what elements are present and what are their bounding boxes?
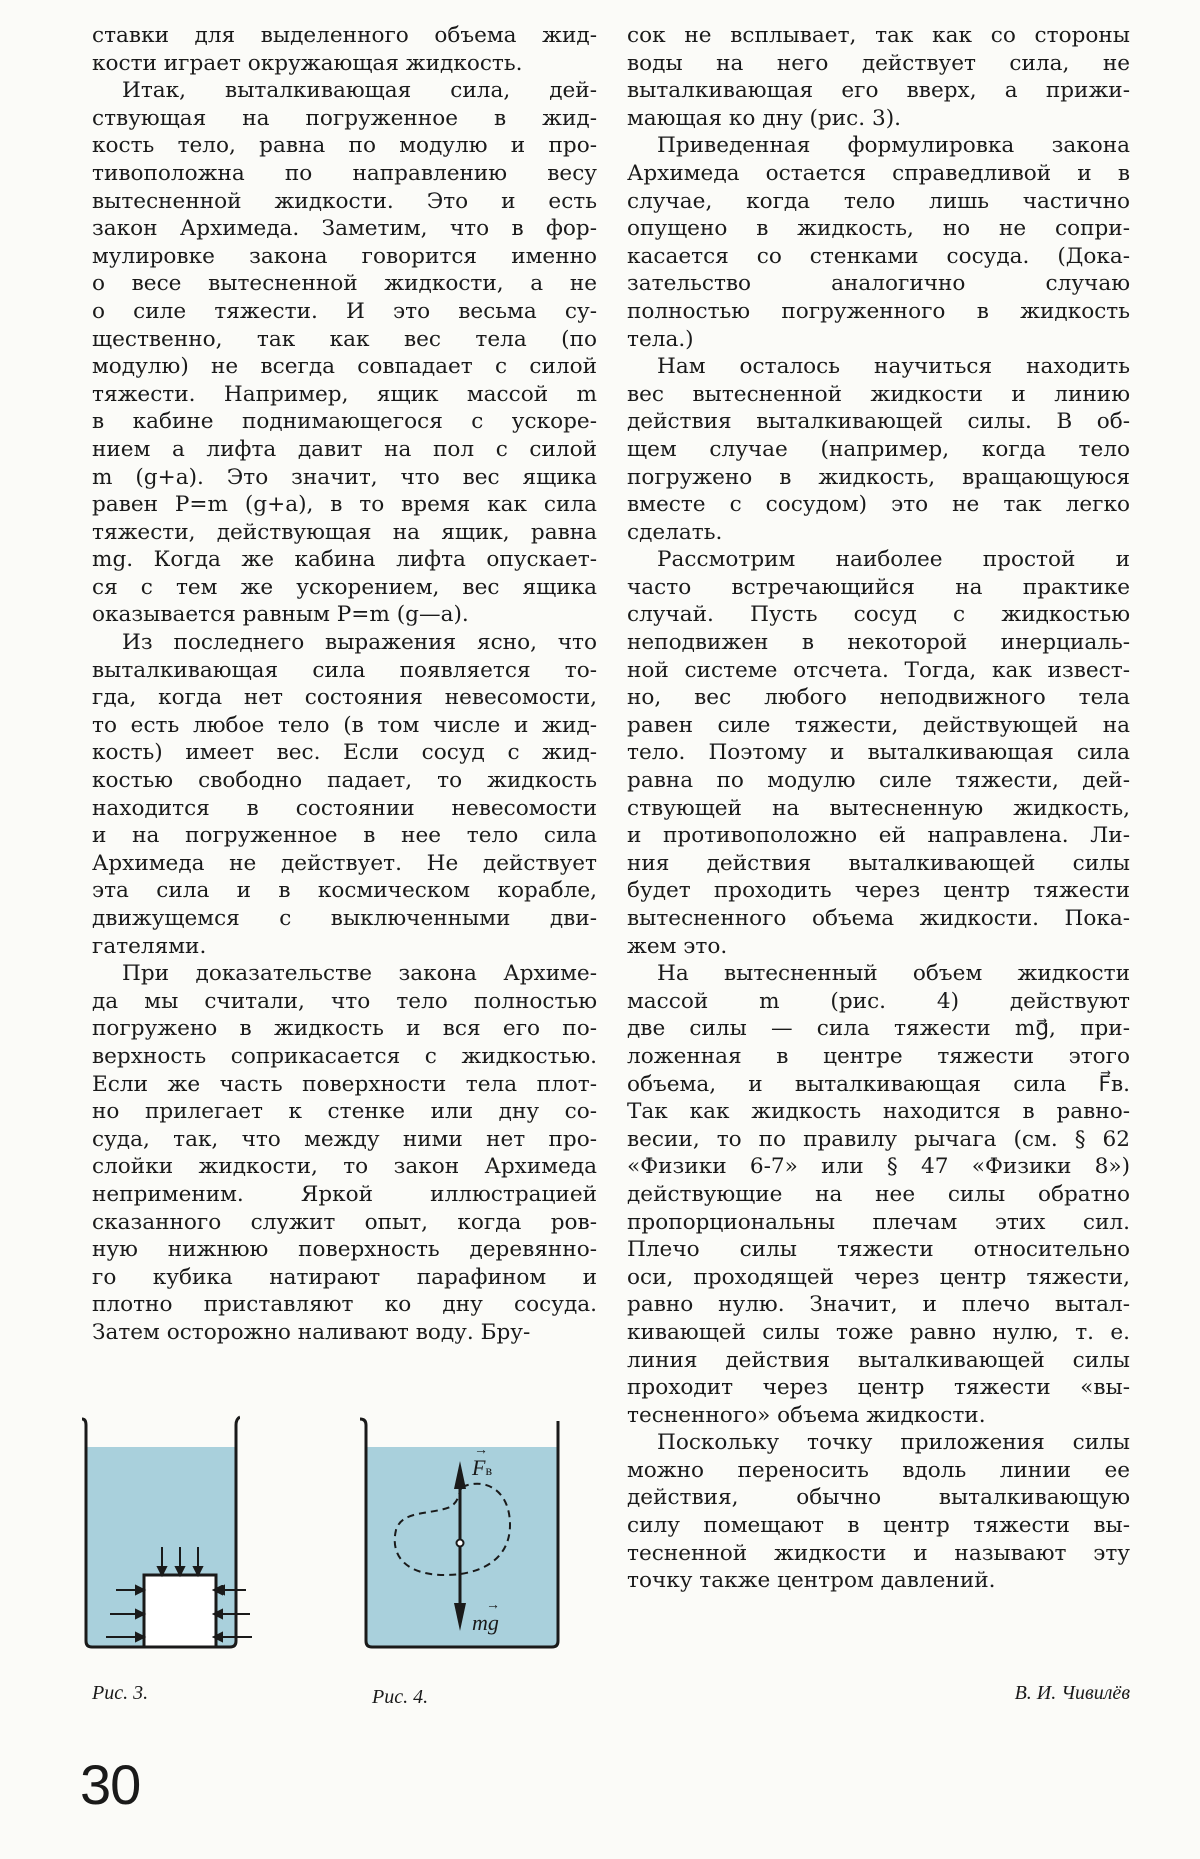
text-line: вместе с сосудом) это не так легко bbox=[627, 492, 1130, 518]
text-line: случай. Пусть сосуд с жидкостью bbox=[627, 602, 1130, 628]
text-line: плотно приставляют ко дну сосуда. bbox=[92, 1292, 597, 1318]
text-line: гда, когда нет состояния невесомости, bbox=[92, 685, 597, 711]
paragraph bbox=[627, 1429, 1130, 1595]
text-line: равен силе тяжести, действующей на bbox=[627, 712, 1130, 738]
text-line: две силы — сила тяжести mg⃗, при- bbox=[627, 1016, 1130, 1042]
text-line: действия выталкивающей силы. В об- bbox=[627, 409, 1130, 435]
text-line: равно нулю. Значит, и плечо вытал- bbox=[627, 1292, 1130, 1318]
text-line: о весе вытесненной жидкости, а не bbox=[92, 271, 597, 297]
text-line: движущемся с выключенными дви- bbox=[92, 906, 597, 931]
text-line: Затем осторожно наливают воду. Бру- bbox=[92, 1319, 531, 1345]
text-line: эта сила и в космическом корабле, bbox=[92, 878, 597, 904]
text-line: точку также центром давлений. bbox=[627, 1568, 996, 1594]
text-line: Рассмотрим наиболее простой и bbox=[657, 547, 1130, 573]
paragraph bbox=[627, 132, 1130, 353]
right-column bbox=[627, 22, 1130, 1595]
author-signature: В. И. Чивилёв bbox=[1014, 1682, 1130, 1704]
text-line: действия, обычно выталкивающую bbox=[627, 1485, 1130, 1511]
text-line: то есть любое тело (в том числе и жид- bbox=[92, 712, 597, 738]
text-line: погружено в жидкость и вся его по- bbox=[92, 1016, 597, 1042]
text-line: пропорциональны плечам этих сил. bbox=[627, 1209, 1130, 1235]
text-line: нием a лифта давит на пол с силой bbox=[92, 436, 597, 462]
text-line: закон Архимеда. Заметим, что в фор- bbox=[92, 216, 597, 242]
text-line: случае, когда тело лишь частично bbox=[627, 188, 1130, 214]
text-line: но прилегает к стенке или дну со- bbox=[92, 1099, 597, 1125]
text-line: суда, так, что между ними нет про- bbox=[92, 1126, 597, 1152]
text-line: Из последнего выражения ясно, что bbox=[122, 630, 597, 656]
text-line: модулю) не всегда совпадает с силой bbox=[92, 354, 597, 380]
text-line: ставки для выделенного объема жид- bbox=[92, 23, 597, 48]
text-line: жем это. bbox=[627, 933, 728, 959]
text-line: тела.) bbox=[627, 326, 694, 352]
text-line: проходит через центр тяжести «вы- bbox=[627, 1375, 1130, 1401]
text-line: равен P=m (g+a), в то время как сила bbox=[92, 492, 597, 518]
text-line: сок не всплывает, так как со стороны bbox=[627, 23, 1130, 48]
text-line: оси, проходящей через центр тяжести, bbox=[627, 1264, 1130, 1290]
text-line: ния действия выталкивающей силы bbox=[627, 850, 1130, 876]
text-line: ся с тем же ускорением, вес ящика bbox=[92, 574, 597, 600]
text-line: Архимеда остается справедливой и в bbox=[627, 160, 1130, 186]
text-line: касается со стенками сосуда. (Дока- bbox=[627, 243, 1130, 269]
text-line: тесненной жидкости и называют эту bbox=[627, 1540, 1130, 1566]
text-line: будет проходить через центр тяжести bbox=[627, 878, 1130, 904]
text-line: да мы считали, что тело полностью bbox=[92, 988, 597, 1014]
text-line: го кубика натирают парафином и bbox=[92, 1264, 597, 1290]
text-line: На вытесненный объем жидкости bbox=[657, 961, 1130, 987]
paragraph bbox=[627, 546, 1130, 960]
text-line: массой m (рис. 4) действуют bbox=[627, 988, 1130, 1014]
text-line: кости играет окружающая жидкость. bbox=[92, 50, 523, 76]
text-line: mg. Когда же кабина лифта опускает- bbox=[92, 547, 597, 573]
text-line: и на погруженное в нее тело сила bbox=[92, 823, 597, 849]
text-line: щественно, так как вес тела (по bbox=[92, 326, 597, 352]
text-line: ной системе отсчета. Тогда, как извест- bbox=[627, 657, 1130, 683]
text-line: m (g+a). Это значит, что вес ящика bbox=[92, 464, 597, 490]
text-line: ствующая на погруженное в жид- bbox=[92, 105, 597, 131]
text-line: полностью погруженного в жидкость bbox=[627, 298, 1130, 324]
text-line: мулировке закона говорится именно bbox=[92, 243, 597, 269]
text-line: Плечо силы тяжести относительно bbox=[627, 1237, 1130, 1263]
text-line: часто встречающийся на практике bbox=[627, 574, 1130, 600]
text-line: Итак, выталкивающая сила, дей- bbox=[122, 78, 597, 104]
text-line: выталкивающая его вверх, а прижи- bbox=[627, 78, 1130, 104]
text-line: тяжести, действующая на ящик, равна bbox=[92, 519, 597, 545]
text-line: сказанного служит опыт, когда ров- bbox=[92, 1209, 597, 1235]
text-line: зательство аналогично случаю bbox=[627, 271, 1130, 297]
text-line: вытесненного объема жидкости. Пока- bbox=[627, 906, 1130, 931]
text-line: неприменим. Яркой иллюстрацией bbox=[92, 1181, 597, 1207]
left-column bbox=[92, 22, 597, 1347]
text-line: равна по модулю силе тяжести, дей- bbox=[627, 768, 1130, 794]
text-line: оказывается равным P=m (g—a). bbox=[92, 602, 469, 628]
text-line: щем случае (например, когда тело bbox=[627, 436, 1130, 462]
text-line: неподвижен в некоторой инерциаль- bbox=[627, 630, 1130, 656]
paragraph bbox=[92, 22, 597, 77]
text-line: и противоположно ей направлена. Ли- bbox=[627, 823, 1130, 849]
page-number: 30 bbox=[80, 1753, 141, 1816]
figure-4-caption: Рис. 4. bbox=[372, 1686, 429, 1708]
text-line: действующие на нее силы обратно bbox=[627, 1181, 1130, 1207]
text-line: Архимеда не действует. Не действует bbox=[92, 850, 597, 876]
text-line: воды на него действует сила, не bbox=[627, 50, 1130, 76]
text-line: Нам осталось научиться находить bbox=[657, 354, 1130, 380]
text-line: объема, и выталкивающая сила F⃗в. bbox=[627, 1071, 1130, 1097]
paragraph bbox=[627, 353, 1130, 546]
text-line: костью свободно падает, то жидкость bbox=[92, 768, 597, 794]
paragraph bbox=[92, 960, 597, 1346]
fb-label: → Fв bbox=[472, 1443, 493, 1480]
text-line: силу помещают в центр тяжести вы- bbox=[627, 1513, 1130, 1539]
text-line: вес вытесненной жидкости и линию bbox=[627, 381, 1130, 407]
text-line: кость тело, равна по модулю и про- bbox=[92, 133, 597, 159]
text-line: можно переносить вдоль линии ее bbox=[627, 1457, 1130, 1483]
text-line: тело. Поэтому и выталкивающая сила bbox=[627, 740, 1130, 766]
text-line: но, вес любого неподвижного тела bbox=[627, 685, 1130, 711]
text-line: погружено в жидкость, вращающуюся bbox=[627, 464, 1130, 490]
text-line: гателями. bbox=[92, 933, 207, 959]
text-line: о силе тяжести. И это весьма су- bbox=[92, 298, 597, 324]
figure-4-vessel-displaced-volume bbox=[360, 1415, 560, 1655]
text-line: опущено в жидкость, но не сопри- bbox=[627, 216, 1130, 242]
text-line: тивоположна по направлению весу bbox=[92, 160, 597, 186]
text-line: в кабине поднимающегося с ускоре- bbox=[92, 409, 597, 435]
text-line: верхность соприкасается с жидкостью. bbox=[92, 1043, 597, 1069]
paragraph bbox=[92, 629, 597, 960]
text-line: При доказательстве закона Архиме- bbox=[122, 961, 597, 987]
text-line: выталкивающая сила появляется то- bbox=[92, 657, 597, 683]
figure-3-caption: Рис. 3. bbox=[92, 1682, 149, 1704]
text-line: ную нижнюю поверхность деревянно- bbox=[92, 1237, 597, 1263]
text-line: Так как жидкость находится в равно- bbox=[627, 1099, 1130, 1125]
text-line: Поскольку точку приложения силы bbox=[657, 1430, 1130, 1456]
text-line: линия действия выталкивающей силы bbox=[627, 1347, 1130, 1373]
text-line: тяжести. Например, ящик массой m bbox=[92, 381, 597, 407]
text-line: ствующей на вытесненную жидкость, bbox=[627, 795, 1130, 821]
text-line: «Физики 6-7» или § 47 «Физики 8») bbox=[627, 1154, 1130, 1180]
text-line: ложенная в центре тяжести этого bbox=[627, 1043, 1130, 1069]
text-line: мающая ко дну (рис. 3). bbox=[627, 105, 902, 131]
text-line: тесненного» объема жидкости. bbox=[627, 1402, 986, 1428]
paragraph bbox=[627, 960, 1130, 1429]
text-line: Если же часть поверхности тела плот- bbox=[92, 1071, 597, 1097]
text-line: весии, то по правилу рычага (см. § 62 bbox=[627, 1126, 1130, 1152]
text-line: кость) имеет вес. Если сосуд с жид- bbox=[92, 740, 597, 766]
text-line: вытесненной жидкости. Это и есть bbox=[92, 188, 597, 214]
text-line: находится в состоянии невесомости bbox=[92, 795, 597, 821]
text-line: Приведенная формулировка закона bbox=[657, 133, 1130, 159]
paragraph bbox=[627, 22, 1130, 132]
mg-label: → mg bbox=[472, 1598, 500, 1635]
text-line: слойки жидкости, то закон Архимеда bbox=[92, 1154, 597, 1180]
text-line: сделать. bbox=[627, 519, 723, 545]
paragraph bbox=[92, 77, 597, 629]
text-line: кивающей силы тоже равно нулю, т. е. bbox=[627, 1319, 1130, 1345]
figure-3-side-arrows-right bbox=[212, 1585, 252, 1645]
